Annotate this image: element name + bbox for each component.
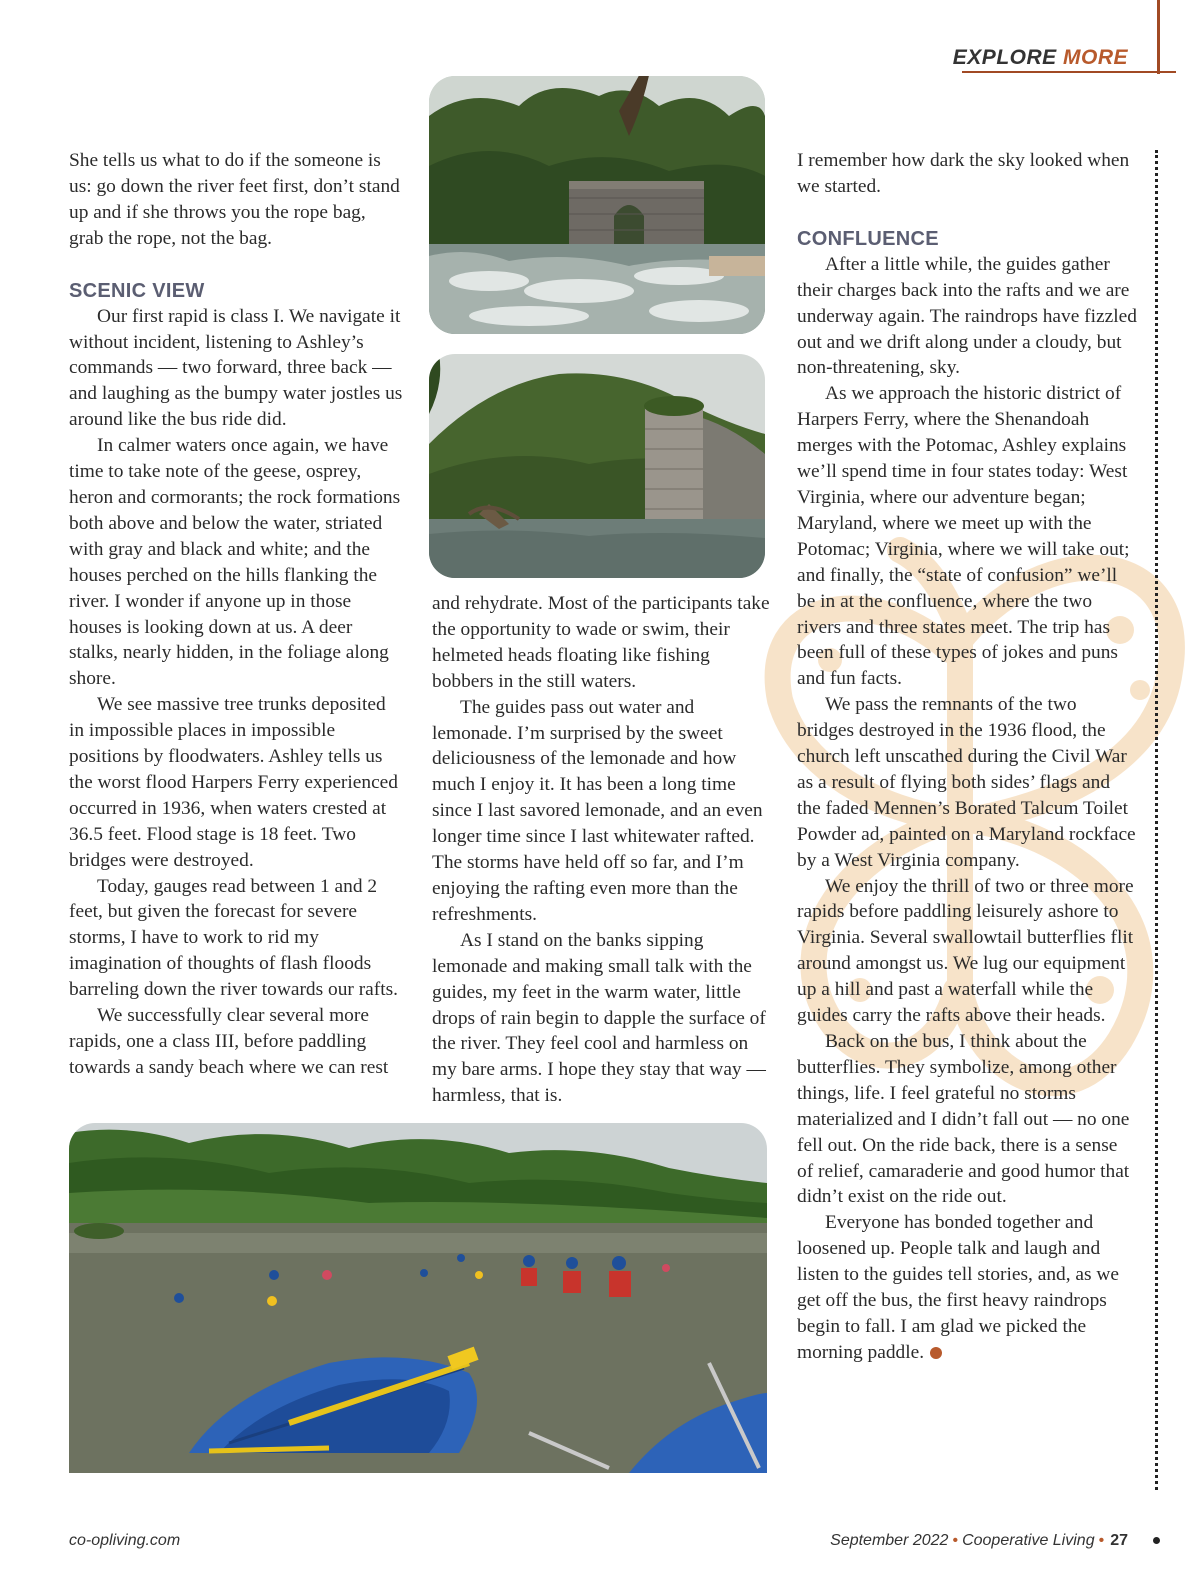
- paragraph: We pass the remnants of the two bridges destroyed in the 1936 flood, the church left unscathed during the Civil War as a result of flying both sides’ flags and the faded Mennen’s Borated Talcum Toilet Powder ad, painted on a Maryland rockface by a West Virginia company.: [797, 694, 1136, 871]
- footer-magazine: Cooperative Living: [962, 1532, 1095, 1549]
- end-mark-icon: [930, 1347, 942, 1359]
- footer-website: co-opliving.com: [69, 1532, 181, 1549]
- paragraph: I remember how dark the sky looked when we started.: [797, 150, 1130, 197]
- article-column-2: [432, 591, 770, 1109]
- paragraph: As we approach the historic district of Harpers Ferry, where the Shenandoah merges with the Potomac, Ashley explains we’ll spend time in four states today: West Virginia, where our adventure began; Maryland, where we meet up with the Potomac; Virginia, where we will take out; and finally, the “state of confusion” we’ll be in at the confluence, where the two rivers and three states meet. The trip has been full of these types of jokes and puns and fun facts.: [797, 383, 1130, 690]
- footer-date: September 2022: [830, 1532, 949, 1549]
- header-rule-vertical: [1157, 0, 1160, 74]
- section-label-word: EXPLORE: [952, 46, 1057, 69]
- photo-swimmers-and-rafts: [69, 1123, 767, 1473]
- article-column-3: [797, 148, 1137, 1366]
- paragraph-text: Everyone has bonded together and loosened up. People talk and laugh and listen to the guides tell stories, and, as we get off the bus, the first heavy raindrops begin to fall. I am glad we picked the morning paddle.: [797, 1212, 1120, 1363]
- paragraph: Today, gauges read between 1 and 2 feet, but given the forecast for severe storms, I have to work to rid my imagination of thoughts of flash floods barreling down the river towards our rafts.: [69, 875, 398, 1001]
- paragraph: After a little while, the guides gather their charges back into the rafts and we are underway again. The raindrops have fizzled out and we drift along under a cloudy, but non-threatening, sky.: [797, 253, 1137, 379]
- header-rule-horizontal: [962, 71, 1176, 73]
- paragraph: Back on the bus, I think about the butterflies. They symbolize, among other things, life. I feel grateful no storms materialized and I didn’t fall out — no one fell out. On the ride back, there is a sense of relief, camaraderie and good humor that didn’t exist on the ride out.: [797, 1031, 1130, 1208]
- article-column-1: [69, 148, 405, 1081]
- section-label: [953, 46, 1128, 70]
- page-number: 27: [1110, 1532, 1128, 1549]
- column-divider: [1155, 150, 1158, 1490]
- paragraph: In calmer waters once again, we have time to take note of the geese, osprey, heron and cormorants; the rock formations both above and below the water, striated with gray and black and white; and the houses perched on the hills flanking the river. I wonder if anyone up in those houses is looking down at us. A deer stalks, nearly hidden, in the foliage along shore.: [69, 435, 401, 690]
- footer-folio: [830, 1532, 1128, 1550]
- paragraph: As I stand on the banks sipping lemonade and making small talk with the guides, my feet in the warm water, little drops of rain begin to dapple the surface of the river. They feel cool and harmless on my bare arms. I hope they stay that way — harmless, that is.: [432, 929, 766, 1107]
- photo-stone-ruin-rapids: [429, 76, 765, 334]
- divider-end-dot: [1153, 1537, 1160, 1544]
- section-heading-confluence: CONFLUENCE: [797, 227, 939, 250]
- section-label-accent: MORE: [1063, 46, 1128, 69]
- footer-bullet: •: [1098, 1532, 1105, 1549]
- section-heading-scenic-view: SCENIC VIEW: [69, 279, 205, 302]
- paragraph: We enjoy the thrill of two or three more rapids before paddling leisurely ashore to Virginia. Several swallowtail butterflies flit around amongst us. We lug our equipment up a hill and past a waterfall while the guides carry the rafts above their heads.: [797, 875, 1134, 1027]
- paragraph: The guides pass out water and lemonade. I’m surprised by the sweet deliciousness of the lemonade and how much I enjoy it. It has been a long time since I last savored lemonade, and an even longer time since I last whitewater rafted. The storms have held off so far, and I’m enjoying the rafting even more than the refreshments.: [432, 696, 763, 925]
- paragraph: and rehydrate. Most of the participants take the opportunity to wade or swim, their helmeted heads floating like fishing bobbers in the still waters.: [432, 593, 770, 692]
- paragraph: She tells us what to do if the someone is us: go down the river feet first, don’t stand up and if she throws you the rope bag, grab the rope, not the bag.: [69, 150, 400, 249]
- paragraph: We successfully clear several more rapids, one a class III, before paddling towards a sandy beach where we can rest: [69, 1005, 389, 1078]
- paragraph: We see massive tree trunks deposited in impossible places in impossible positions by floodwaters. Ashley tells us the worst flood Harpers Ferry experienced occurred in 1936, when waters crested at 36.5 feet. Flood stage is 18 feet. Two bridges were destroyed.: [69, 694, 398, 871]
- paragraph: Our first rapid is class I. We navigate it without incident, listening to Ashley’s commands — two forward, three back — and laughing as the bumpy water jostles us around like the bus ride did.: [69, 305, 403, 431]
- photo-bridge-pier: [429, 354, 765, 578]
- paragraph-final: [797, 1210, 1137, 1365]
- footer-bullet: •: [952, 1532, 959, 1549]
